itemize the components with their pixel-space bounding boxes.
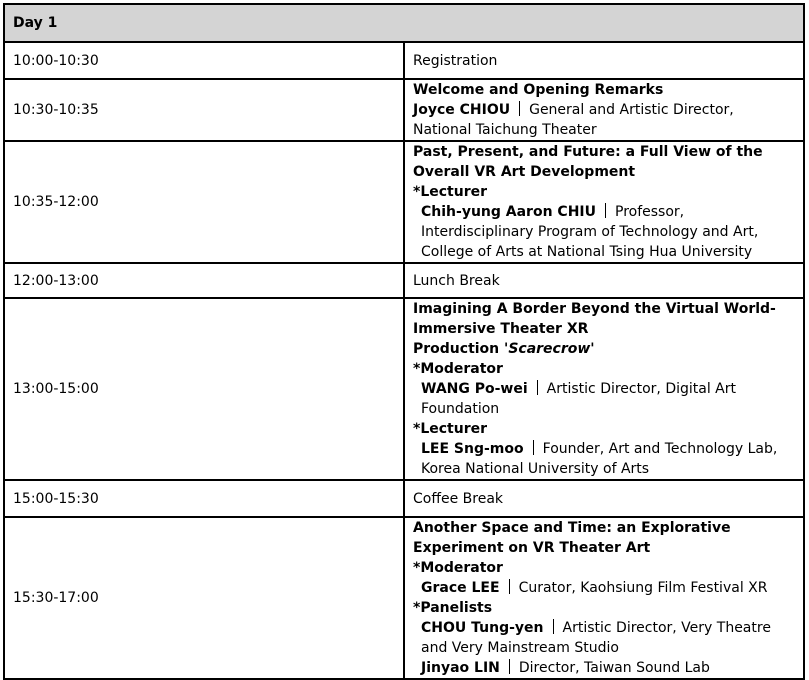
session-details [404,298,804,480]
speaker-line [413,379,795,419]
session-details [404,517,804,679]
session-details [404,79,804,141]
speaker-affiliation: Director, Taiwan Sound Lab [518,660,710,676]
session-text: Lunch Break [404,263,804,298]
table-row [4,79,804,141]
speaker-line [413,202,795,242]
session-text: Coffee Break [404,480,804,517]
speaker-affiliation-cont: College of Arts at National Tsing Hua University [421,244,753,260]
session-title-cont [413,339,795,359]
session-text: Registration [404,42,804,79]
table-row [4,298,804,480]
separator [509,659,510,674]
separator [533,440,534,455]
role-label: *Panelists [413,600,493,616]
speaker-affiliation: Founder, Art and Technology Lab, Korea National University of Arts [421,441,778,477]
title-suffix: ' [590,341,595,357]
speaker-affiliation: Professor, Interdisciplinary Program of Technology and Art, [421,204,759,240]
session-time: 12:00-13:00 [4,263,404,298]
table-row [4,480,804,517]
table-row [4,42,804,79]
separator [605,203,606,218]
separator [519,101,520,116]
session-time: 15:30-17:00 [4,517,404,679]
speaker-name: Joyce CHIOU [413,102,511,118]
session-time: 13:00-15:00 [4,298,404,480]
speaker-name: WANG Po-wei [421,381,528,397]
session-time: 10:30-10:35 [4,79,404,141]
speaker-line [413,578,795,598]
speaker-line [413,100,795,140]
table-row [4,517,804,679]
role-label: *Moderator [413,560,503,576]
speaker-affiliation: Curator, Kaohsiung Film Festival XR [518,580,768,596]
table-row [4,263,804,298]
separator [537,380,538,395]
table-row [4,141,804,263]
speaker-affiliation: Artistic Director, Very Theatre and Very Mainstream Studio [421,620,771,656]
day-header-row [4,4,804,42]
separator [509,579,510,594]
title-italic: Scarecrow [508,341,591,357]
role-label: *Moderator [413,361,503,377]
speaker-line [413,618,795,658]
speaker-name: CHOU Tung-yen [421,620,544,636]
speaker-affiliation: General and Artistic Director, National Taichung Theater [413,102,734,138]
title-prefix: Production ' [413,341,509,357]
session-title: Past, Present, and Future: a Full View of the Overall VR Art Development [413,144,763,180]
speaker-name: Chih-yung Aaron CHIU [421,204,596,220]
role-label: *Lecturer [413,421,487,437]
speaker-line [413,439,795,479]
session-title: Welcome and Opening Remarks [413,82,664,98]
speaker-affiliation: Artistic Director, Digital Art Foundation [421,381,737,417]
speaker-name: Grace LEE [421,580,500,596]
session-time: 10:00-10:30 [4,42,404,79]
session-time: 10:35-12:00 [4,141,404,263]
day-label: Day 1 [4,4,804,42]
speaker-name: LEE Sng-moo [421,441,524,457]
schedule-table [3,3,805,680]
speaker-line [413,658,795,678]
role-label: *Lecturer [413,184,487,200]
session-title: Imagining A Border Beyond the Virtual World-Immersive Theater XR [413,301,776,337]
session-time: 15:00-15:30 [4,480,404,517]
session-details [404,141,804,263]
session-title: Another Space and Time: an Explorative Experiment on VR Theater Art [413,520,731,556]
speaker-name: Jinyao LIN [421,660,500,676]
separator [553,619,554,634]
